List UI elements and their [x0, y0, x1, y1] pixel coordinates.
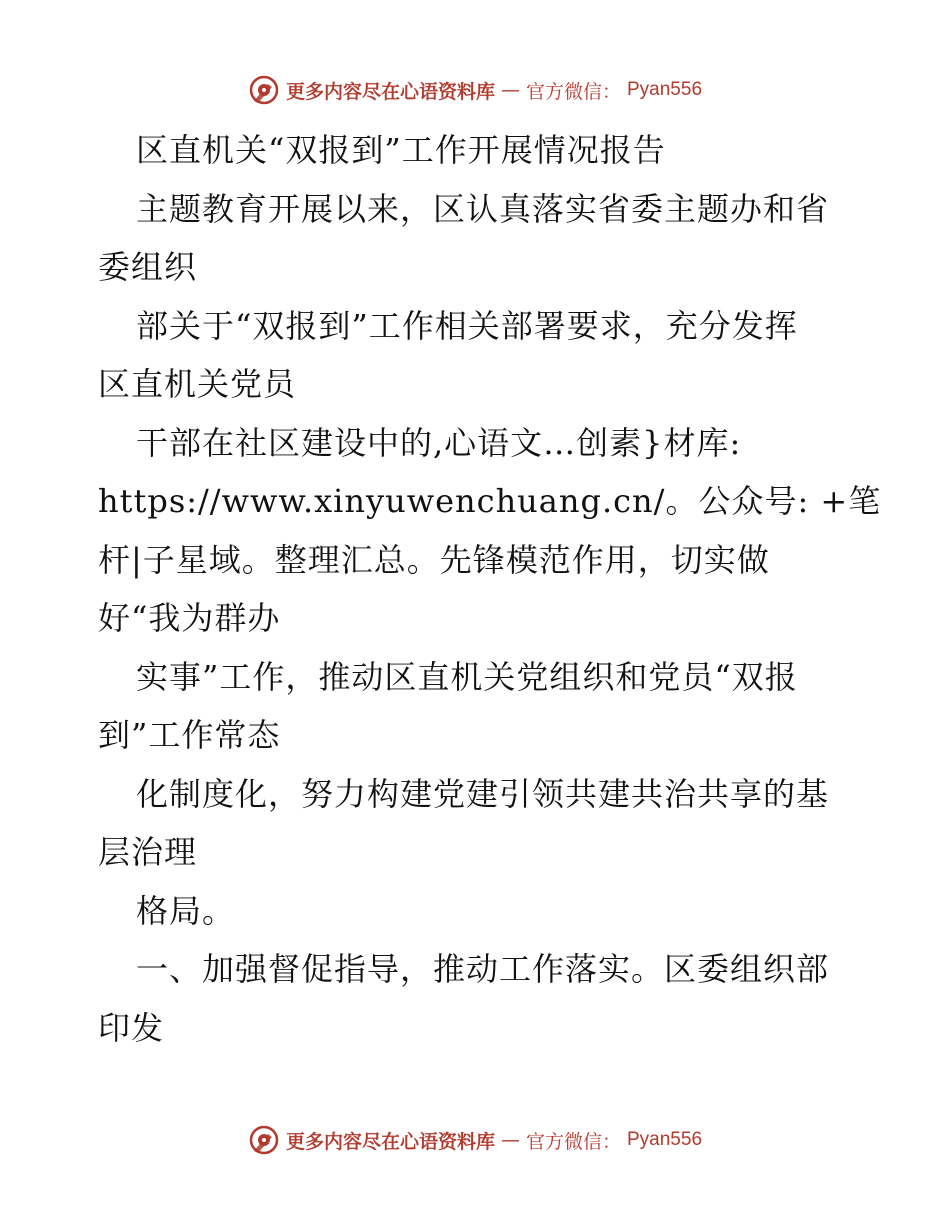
- text-line: 实事”工作，推动区直机关党组织和党员“双报: [136, 657, 798, 696]
- text-line: 化制度化，努力构建党建引领共建共治共享的基: [136, 774, 830, 813]
- text-line: 层治理: [98, 833, 198, 871]
- text-line: https://www.xinyuwenchuang.cn/。公众号: +笔: [98, 482, 882, 520]
- banner-wechat-id: Pyan556: [627, 79, 703, 100]
- banner-brand-text: 更多内容尽在心语资料库: [285, 80, 495, 103]
- text-line: 区直机关党员: [98, 365, 297, 403]
- pen-logo-icon: [248, 74, 280, 106]
- banner-wechat-id: Pyan556: [627, 1129, 703, 1150]
- section-heading: 一、加强督促指导，推动工作落实。区委组织部: [136, 950, 830, 988]
- text-line: 印发: [98, 1008, 165, 1047]
- banner-separator: —: [500, 1129, 520, 1151]
- footer-banner: [0, 1120, 950, 1160]
- header-banner: [0, 70, 950, 110]
- text-line: 部关于“双报到”工作相关部署要求，充分发挥: [136, 306, 798, 345]
- text-line: 到”工作常态: [98, 716, 281, 754]
- document-body: [98, 121, 882, 1057]
- banner-wechat-label: 官方微信：: [525, 1130, 621, 1153]
- banner-separator: —: [500, 79, 520, 101]
- text-line: 干部在社区建设中的,心语文…创素}材库:: [136, 423, 742, 462]
- text-line: 委组织: [98, 248, 198, 286]
- text-line: 格局。: [136, 891, 236, 930]
- banner-wechat-label: 官方微信：: [525, 80, 621, 103]
- text-line: 杆|子星域。整理汇总。先锋模范作用，切实做: [98, 540, 770, 579]
- text-line: 主题教育开展以来，区认真落实省委主题办和省: [136, 189, 830, 228]
- document-title: 区直机关“双报到”工作开展情况报告: [136, 131, 666, 169]
- pen-logo-icon: [248, 1124, 280, 1156]
- text-line: 好“我为群办: [98, 599, 281, 637]
- banner-brand-text: 更多内容尽在心语资料库: [285, 1130, 495, 1153]
